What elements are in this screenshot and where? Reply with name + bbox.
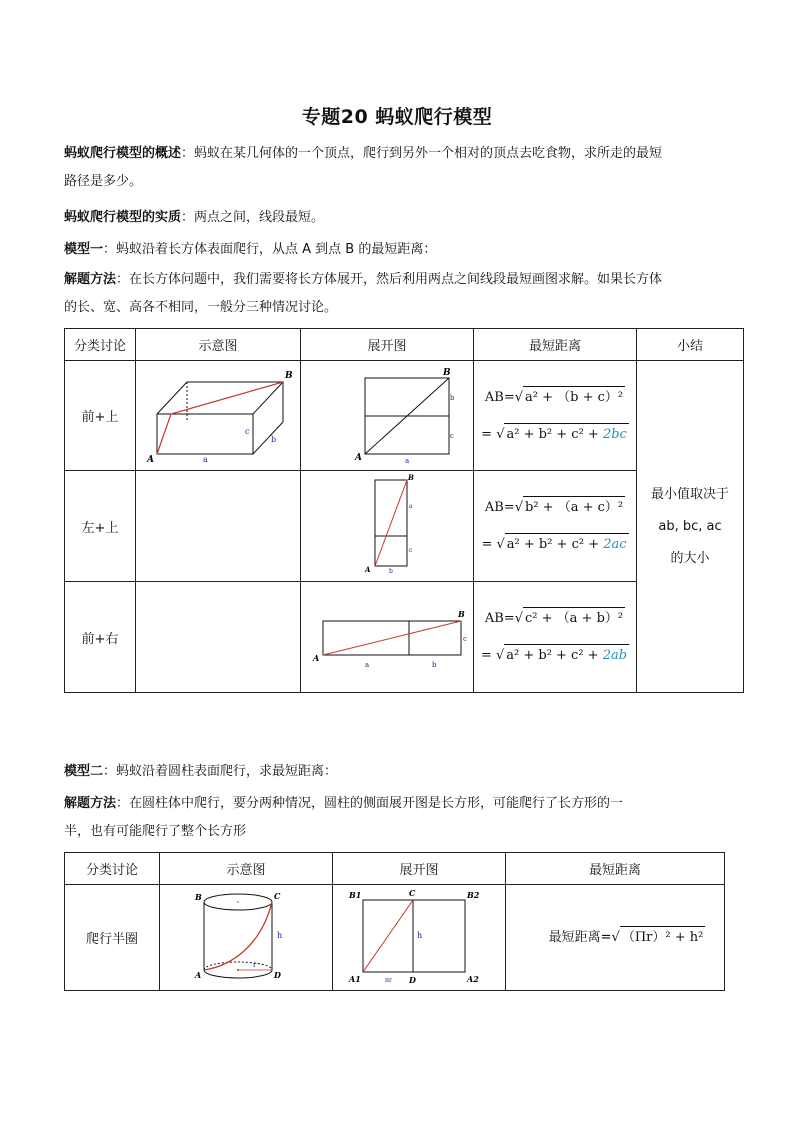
formula-highlight: 2ab (602, 648, 628, 663)
case-cell: 左+上 (65, 471, 136, 582)
unfolded-left-top (317, 474, 457, 574)
summary-line: 最小值取决于 (650, 486, 729, 502)
point-b-label: B (458, 609, 465, 619)
formula-prefix: 最短距离= (548, 930, 612, 945)
formula-radicand: b² + （a + c）² (523, 496, 625, 519)
point-b-label: B (443, 367, 451, 378)
formula-prefix: AB= (484, 611, 515, 626)
edge-b-label: b (432, 661, 437, 669)
point-a-label: A (365, 565, 371, 574)
essence-label: 蚂蚁爬行模型的实质 (64, 210, 182, 225)
header-case: 分类讨论 (65, 329, 136, 361)
method1-paragraph (64, 266, 732, 322)
formula-line-1: AB=√ b² + （a + c）² (474, 496, 636, 519)
pi-r-label: πr (385, 976, 392, 984)
essence-paragraph (64, 204, 732, 232)
unfolded-cell (333, 885, 506, 991)
overview-label: 蚂蚁爬行模型的概述 (64, 146, 182, 161)
model1-paragraph (64, 236, 732, 264)
cylinder-diagram-cell (160, 885, 333, 991)
point-a-label: A (313, 653, 320, 663)
edge-a-label: a (203, 454, 208, 464)
point-b-label: B (195, 891, 202, 902)
point-c-label: C (274, 890, 281, 901)
unfolded-cell (301, 361, 474, 471)
model1-text: ：蚂蚁沿着长方体表面爬行，从点 A 到点 B 的最短距离： (103, 242, 437, 257)
method2-text-2: 半，也有可能爬行了整个长方形 (64, 824, 247, 839)
formula-prefix: = (480, 648, 496, 663)
cuboid-diagram-cell (136, 361, 301, 471)
empty-diagram-cell (136, 582, 301, 693)
radius-label: r (253, 960, 257, 969)
point-a-label: A (355, 452, 362, 463)
formula-prefix: = (481, 537, 497, 552)
point-b2-label: B2 (467, 889, 480, 900)
header-diagram: 示意图 (136, 329, 301, 361)
point-b1-label: B1 (349, 889, 362, 900)
formula-highlight: 2ac (603, 537, 627, 552)
formula-line-1: AB=√ c² + （a + b）² (474, 607, 636, 630)
unfolded-cell (301, 471, 474, 582)
formula-terms: a² + b² + c² + (506, 426, 603, 442)
table-header-row (65, 853, 725, 885)
method1-label: 解题方法 (64, 272, 117, 287)
header-unfolded: 展开图 (333, 853, 506, 885)
case-cell: 前+上 (65, 361, 136, 471)
method1-text: ：在长方体问题中，我们需要将长方体展开，然后利用两点之间线段最短画图求解。如果长方体 (116, 272, 663, 287)
edge-b-label: b (271, 434, 277, 444)
edge-c-label: c (409, 547, 413, 554)
summary-line: ab, bc, ac (658, 518, 722, 534)
formula-terms: a² + b² + c² + (506, 537, 604, 552)
distance-cell (474, 361, 637, 471)
cuboid-diagram (143, 364, 293, 464)
height-label: h (417, 930, 423, 940)
unfolded-cylinder (339, 886, 499, 986)
case-cell: 前+右 (65, 582, 136, 693)
point-b-label: B (285, 370, 293, 381)
model1-label: 模型一 (64, 242, 104, 257)
header-unfolded: 展开图 (301, 329, 474, 361)
page-title: 专题20 蚂蚁爬行模型 (301, 106, 493, 128)
header-diagram: 示意图 (160, 853, 333, 885)
formula-highlight: 2bc (602, 426, 627, 442)
formula-radicand (504, 423, 628, 446)
distance-cell (474, 582, 637, 693)
table-header-row (65, 329, 744, 361)
method2-paragraph (64, 790, 732, 846)
overview-text: ：蚂蚁在某几何体的一个顶点，爬行到另外一个相对的顶点去吃食物，求所走的最短 (181, 146, 663, 161)
distance-cell: 最短距离=√ （Πr）² + h² (506, 885, 725, 991)
unfolded-cell (301, 582, 474, 693)
height-label: h (277, 930, 283, 940)
point-a-label: A (147, 454, 154, 464)
edge-b-label: b (450, 393, 455, 402)
edge-a-label: a (409, 503, 413, 510)
overview-text-2: 路径是多少。 (64, 174, 143, 189)
case-cell: 爬行半圈 (65, 885, 160, 991)
header-summary: 小结 (637, 329, 744, 361)
unfolded-front-top (317, 364, 457, 464)
header-case: 分类讨论 (65, 853, 160, 885)
formula-prefix: = (481, 426, 497, 442)
formula-radicand: c² + （a + b）² (523, 607, 625, 630)
formula-line-2: = √ a² + b² + c² + 2ab (474, 644, 636, 667)
method2-text: ：在圆柱体中爬行，要分两种情况，圆柱的侧面展开图是长方形，可能爬行了长方形的一 (116, 796, 624, 811)
edge-c-label: c (245, 426, 250, 436)
method2-label: 解题方法 (64, 796, 117, 811)
essence-text: ：两点之间，线段最短。 (181, 210, 325, 225)
edge-a-label: a (365, 661, 370, 669)
method1-text-2: 的长、宽、高各不相同，一般分三种情况讨论。 (64, 300, 338, 315)
formula-radicand: a² + （b + c）² (523, 386, 625, 409)
summary-line: 的大小 (670, 550, 710, 566)
point-c-label: C (409, 887, 416, 898)
unfolded-front-right (307, 585, 467, 685)
point-d-label: D (409, 974, 416, 985)
empty-diagram-cell (136, 471, 301, 582)
header-distance: 最短距离 (474, 329, 637, 361)
formula-radicand (504, 644, 629, 667)
point-a-label: A (195, 969, 202, 980)
model2-text: ：蚂蚁沿着圆柱表面爬行，求最短距离： (103, 764, 338, 779)
edge-c-label: c (450, 431, 454, 440)
formula-line-1: AB=√ a² + （b + c）² (474, 386, 636, 409)
cylinder-diagram (171, 886, 321, 986)
formula-radicand: （Πr）² + h² (620, 926, 706, 949)
formula-radicand (505, 533, 629, 556)
cuboid-table (64, 328, 744, 693)
edge-b-label: b (389, 568, 393, 574)
point-d-label: D (274, 969, 281, 980)
formula-line-2: = √ a² + b² + c² + 2bc (474, 423, 636, 446)
formula-terms: a² + b² + c² + (506, 648, 603, 663)
table-row (65, 885, 725, 991)
cylinder-table (64, 852, 725, 991)
edge-a-label: a (405, 456, 410, 464)
model2-paragraph (64, 758, 732, 786)
formula-line-2: = √ a² + b² + c² + 2ac (474, 533, 636, 556)
distance-cell (474, 471, 637, 582)
model2-label: 模型二 (64, 764, 104, 779)
table-row (65, 361, 744, 471)
edge-c-label: c (463, 635, 467, 643)
point-b-label: B (408, 474, 414, 482)
overview-paragraph (64, 140, 732, 196)
summary-cell (637, 361, 744, 693)
point-a1-label: A1 (349, 973, 361, 984)
formula-prefix: AB= (484, 500, 515, 515)
header-distance: 最短距离 (506, 853, 725, 885)
formula-prefix: AB= (484, 389, 515, 405)
point-a2-label: A2 (467, 973, 479, 984)
